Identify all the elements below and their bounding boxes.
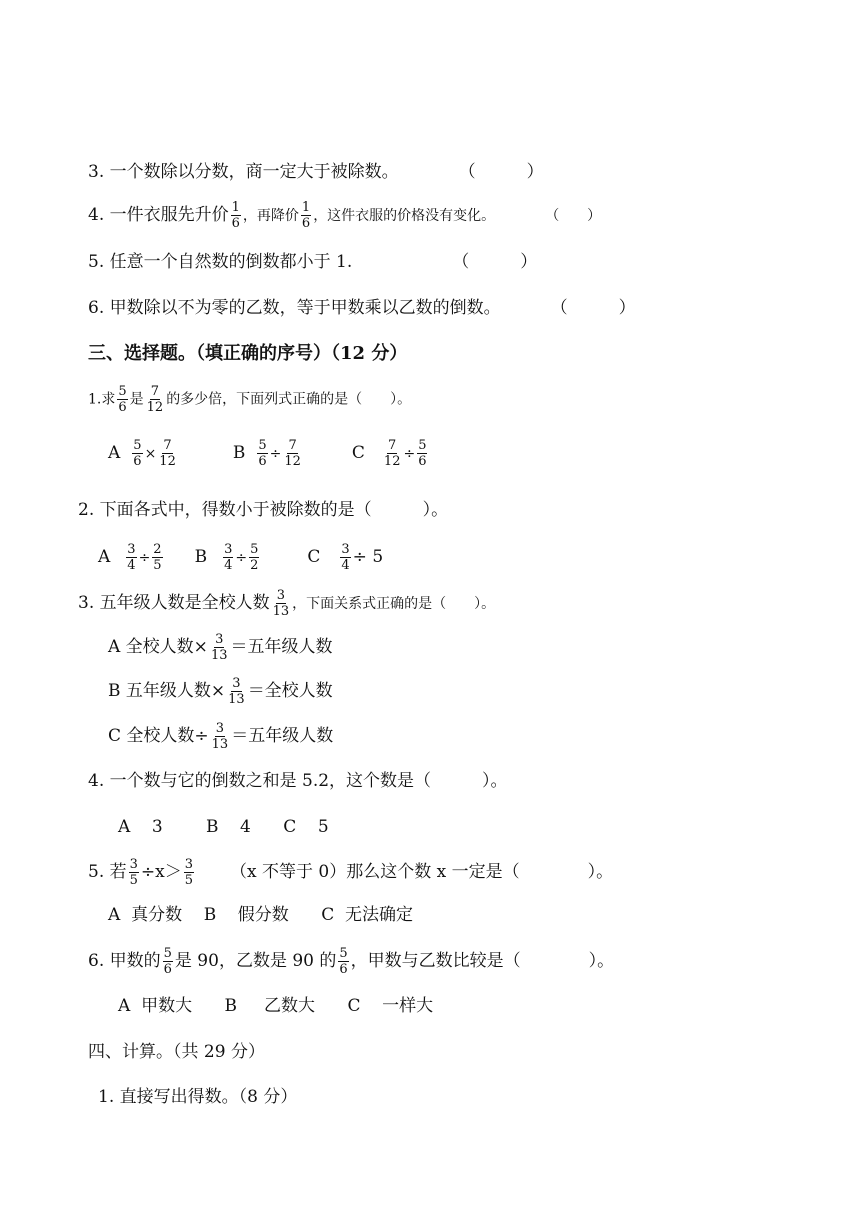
choice-q6-options[interactable]: A 甲数大 B 乙数大 C 一样大 (118, 996, 434, 1016)
choice-q1-options (108, 438, 429, 469)
numerator: 5 (118, 384, 127, 399)
numerator: 7 (150, 384, 160, 399)
numerator: 7 (163, 438, 172, 453)
choice-q5-options[interactable]: A 真分数 B 假分数 C 无法确定 (108, 905, 414, 925)
choice-q4: 4. 一个数与它的倒数之和是 5.2，这个数是（ ）。 (88, 771, 508, 791)
denominator: 6 (118, 400, 127, 415)
choice-q5: 5. 若 $\frac{3}{5}$ ÷x＞ $\frac{3}{5}$ （x 不等于 0）那么这个数 x 一定是（ ）。 (88, 857, 614, 888)
fraction (340, 542, 350, 573)
numerator: 7 (288, 438, 297, 453)
option-b[interactable]: B $\frac{3}{4}$ ÷ $\frac{5}{2}$ (194, 542, 259, 573)
denominator: 13 (272, 604, 290, 619)
fraction (117, 384, 127, 415)
denominator: 5 (153, 558, 162, 573)
fraction (301, 200, 311, 231)
fraction (383, 438, 402, 469)
denominator: 13 (228, 692, 245, 707)
denominator: 5 (184, 873, 194, 888)
numerator: 5 (133, 438, 142, 453)
denominator: 6 (231, 216, 240, 231)
fraction (146, 384, 165, 415)
denominator: 12 (284, 454, 301, 469)
numerator: 5 (163, 946, 172, 961)
judge-q6: 6. 甲数除以不为零的乙数，等于甲数乘以乙数的倒数。 （ ） (88, 298, 636, 318)
option-a[interactable]: A $\frac{3}{4}$ ÷ $\frac{2}{5}$ (98, 542, 162, 573)
option-c[interactable]: C $\frac{3}{4}$ ÷ 5 (307, 542, 384, 573)
numerator: 3 (232, 676, 241, 691)
fraction (338, 946, 348, 977)
answer-paren[interactable]: （ ） (545, 208, 602, 224)
denominator: 12 (159, 454, 176, 469)
numerator: 1 (231, 200, 240, 215)
fraction (272, 588, 291, 619)
numerator: 3 (184, 857, 194, 872)
numerator: 5 (339, 946, 348, 961)
choice-q2-options (98, 542, 383, 573)
denominator: 5 (129, 873, 138, 888)
choice-q1: 1.求 $\frac{5}{6}$ 是 $\frac{7}{12}$ 的多少倍，下面列式正确的是（ ）。 (88, 384, 412, 415)
denominator: 6 (301, 216, 311, 231)
denominator: 12 (146, 400, 164, 415)
fraction (249, 542, 259, 573)
fraction (210, 632, 229, 663)
choice-q3-option-c[interactable]: C 全校人数÷ $\frac{3}{13}$ ＝五年级人数 (108, 721, 334, 752)
numerator: 3 (127, 542, 136, 557)
numerator: 2 (153, 542, 162, 557)
option-a[interactable]: A $\frac{5}{6}$ × $\frac{7}{12}$ (108, 438, 176, 469)
numerator: 3 (224, 542, 233, 557)
fraction (417, 438, 427, 469)
numerator: 3 (276, 588, 286, 603)
option-c[interactable]: C $\frac{7}{12}$ ÷ $\frac{5}{6}$ (351, 438, 427, 469)
section-title-calc: 四、计算。（共 29 分） (88, 1042, 265, 1062)
denominator: 4 (224, 558, 233, 573)
numerator: 3 (341, 542, 350, 557)
numerator: 5 (258, 438, 267, 453)
fraction (163, 946, 173, 977)
fraction (211, 721, 230, 752)
section-title-choice: 三、选择题。（填正确的序号）（12 分） (88, 343, 408, 364)
numerator: 3 (215, 632, 224, 647)
denominator: 6 (133, 454, 142, 469)
numerator: 5 (418, 438, 427, 453)
fraction (227, 676, 246, 707)
judge-q5: 5. 任意一个自然数的倒数都小于 1. （ ） (88, 252, 538, 272)
choice-q4-options[interactable]: A 3 B 4 C 5 (118, 817, 329, 837)
option-b[interactable]: B $\frac{5}{6}$ ÷ $\frac{7}{12}$ (232, 438, 301, 469)
denominator: 6 (418, 454, 427, 469)
denominator: 6 (163, 962, 172, 977)
numerator: 7 (388, 438, 397, 453)
choice-q3-option-a[interactable]: A 全校人数× $\frac{3}{13}$ ＝五年级人数 (108, 632, 333, 663)
fraction (257, 438, 267, 469)
denominator: 13 (210, 648, 228, 663)
fraction (283, 438, 302, 469)
answer-paren[interactable]: （ ） (550, 298, 636, 318)
denominator: 2 (250, 558, 259, 573)
fraction (126, 542, 136, 573)
fraction (152, 542, 162, 573)
fraction (231, 200, 241, 231)
answer-paren[interactable]: （ ） (458, 162, 544, 182)
numerator: 3 (215, 721, 225, 736)
choice-q3: 3. 五年级人数是全校人数 $\frac{3}{13}$ ，下面关系式正确的是（ ）。 (78, 588, 496, 619)
numerator: 5 (250, 542, 259, 557)
choice-q3-option-b[interactable]: B 五年级人数× $\frac{3}{13}$ ＝全校人数 (108, 676, 333, 707)
denominator: 6 (258, 454, 267, 469)
numerator: 1 (301, 200, 311, 215)
denominator: 13 (211, 737, 229, 752)
denominator: 4 (127, 558, 136, 573)
judge-q3: 3. 一个数除以分数，商一定大于被除数。 （ ） (88, 162, 544, 182)
choice-q6: 6. 甲数的 $\frac{5}{6}$ 是 90，乙数是 90 的 $\frac{5}{6}$ ，甲数与乙数比较是（ ）。 (88, 946, 615, 977)
judge-q4: 4. 一件衣服先升价 $\frac{1}{6}$ ，再降价 $\frac{1}{6}$ ，这件衣服的价格没有变化。 （ ） (88, 200, 602, 231)
fraction (223, 542, 233, 573)
fraction (184, 857, 194, 888)
denominator: 6 (339, 962, 348, 977)
answer-paren[interactable]: （ ） (452, 252, 538, 272)
fraction (158, 438, 177, 469)
fraction (129, 857, 139, 888)
denominator: 12 (383, 454, 401, 469)
fraction (132, 438, 142, 469)
numerator: 3 (129, 857, 138, 872)
choice-q2: 2. 下面各式中，得数小于被除数的是（ ）。 (78, 500, 449, 520)
denominator: 4 (341, 558, 350, 573)
calc-subtitle: 1. 直接写出得数。（8 分） (98, 1087, 298, 1107)
